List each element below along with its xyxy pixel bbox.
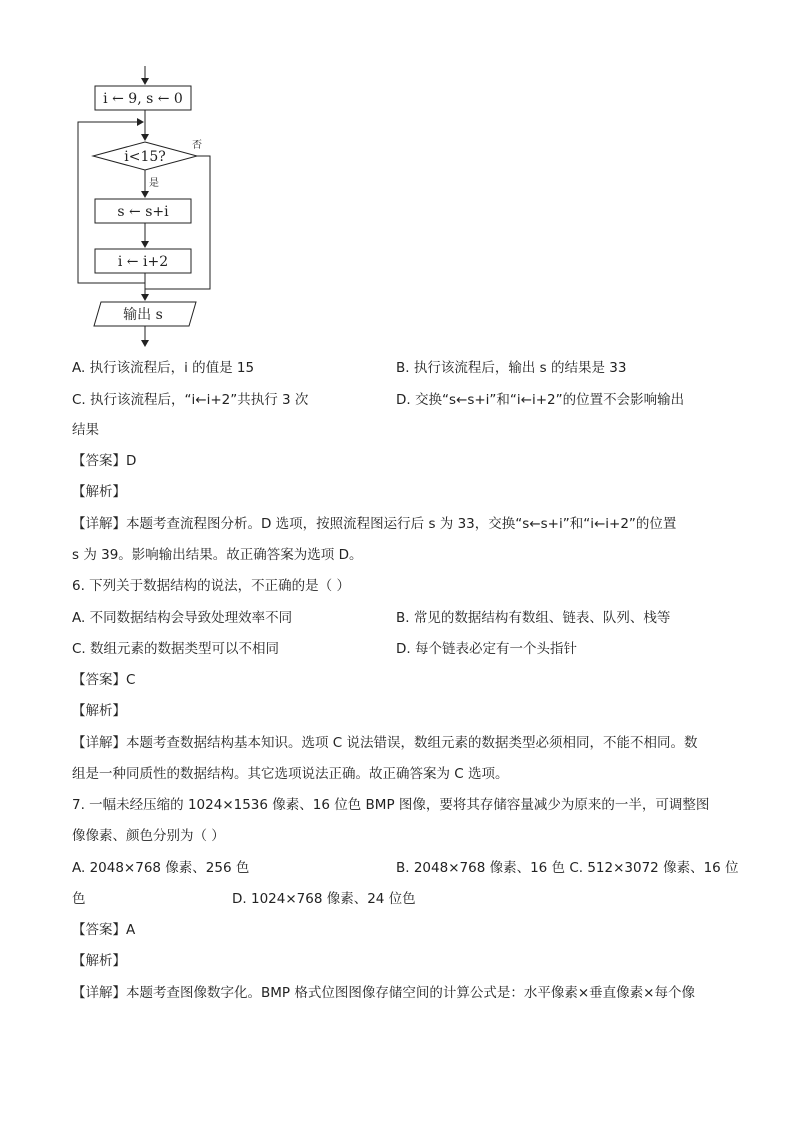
q6-option-b: B. 常见的数据结构有数组、链表、队列、栈等 xyxy=(396,610,671,626)
q5-detail-2: s 为 39。影响输出结果。故正确答案为选项 D。 xyxy=(72,547,363,563)
q6-option-a: A. 不同数据结构会导致处理效率不同 xyxy=(72,610,293,626)
q7-option-d: D. 1024×768 像素、24 位色 xyxy=(232,891,416,907)
q5-option-d: D. 交换“s←s+i”和“i←i+2”的位置不会影响输出 xyxy=(396,392,685,408)
q7-option-b-c: B. 2048×768 像素、16 色 C. 512×3072 像素、16 位 xyxy=(396,860,739,876)
flowchart-svg xyxy=(70,62,230,352)
q6-option-c: C. 数组元素的数据类型可以不相同 xyxy=(72,641,280,657)
q7-analysis: 【解析】 xyxy=(72,953,126,969)
q6-detail-1: 【详解】本题考查数据结构基本知识。选项 C 说法错误，数组元素的数据类型必须相同，不能不相同。数 xyxy=(72,735,698,751)
flowchart xyxy=(70,62,230,352)
q6-question: 6. 下列关于数据结构的说法，不正确的是（ ） xyxy=(72,578,350,594)
q5-option-d-cont: 结果 xyxy=(72,422,99,438)
step1-text: s ← s+i xyxy=(117,204,169,220)
q6-answer: 【答案】C xyxy=(72,672,136,688)
q6-detail-2: 组是一种同质性的数据结构。其它选项说法正确。故正确答案为 C 选项。 xyxy=(72,766,509,782)
q7-option-c-cont: 色 xyxy=(72,891,86,907)
condition-text: i<15? xyxy=(124,149,166,165)
q5-option-c: C. 执行该流程后，“i←i+2”共执行 3 次 xyxy=(72,392,309,408)
q7-question-1: 7. 一幅未经压缩的 1024×1536 像素、16 位色 BMP 图像，要将其存储容量减少为原来的一半，可调整图 xyxy=(72,797,710,813)
q5-detail-1: 【详解】本题考查流程图分析。D 选项，按照流程图运行后 s 为 33，交换“s←s+i”和“i←i+2”的位置 xyxy=(72,516,677,532)
q7-answer: 【答案】A xyxy=(72,922,136,938)
q7-detail-1: 【详解】本题考查图像数字化。BMP 格式位图图像存储空间的计算公式是：水平像素×垂直像素×每个像 xyxy=(72,985,695,1001)
yes-label: 是 xyxy=(149,178,159,189)
q6-analysis: 【解析】 xyxy=(72,703,126,719)
q5-option-a: A. 执行该流程后，i 的值是 15 xyxy=(72,360,255,376)
step2-text: i ← i+2 xyxy=(117,254,169,270)
q5-analysis: 【解析】 xyxy=(72,484,126,500)
q6-option-d: D. 每个链表必定有一个头指针 xyxy=(396,641,577,657)
q5-option-b: B. 执行该流程后，输出 s 的结果是 33 xyxy=(396,360,627,376)
no-label: 否 xyxy=(192,140,202,151)
q5-answer: 【答案】D xyxy=(72,453,137,469)
init-text: i ← 9, s ← 0 xyxy=(103,91,183,107)
q7-question-2: 像像素、颜色分别为（ ） xyxy=(72,828,225,844)
q7-option-a: A. 2048×768 像素、256 色 xyxy=(72,860,250,876)
output-text: 输出 s xyxy=(123,307,163,323)
